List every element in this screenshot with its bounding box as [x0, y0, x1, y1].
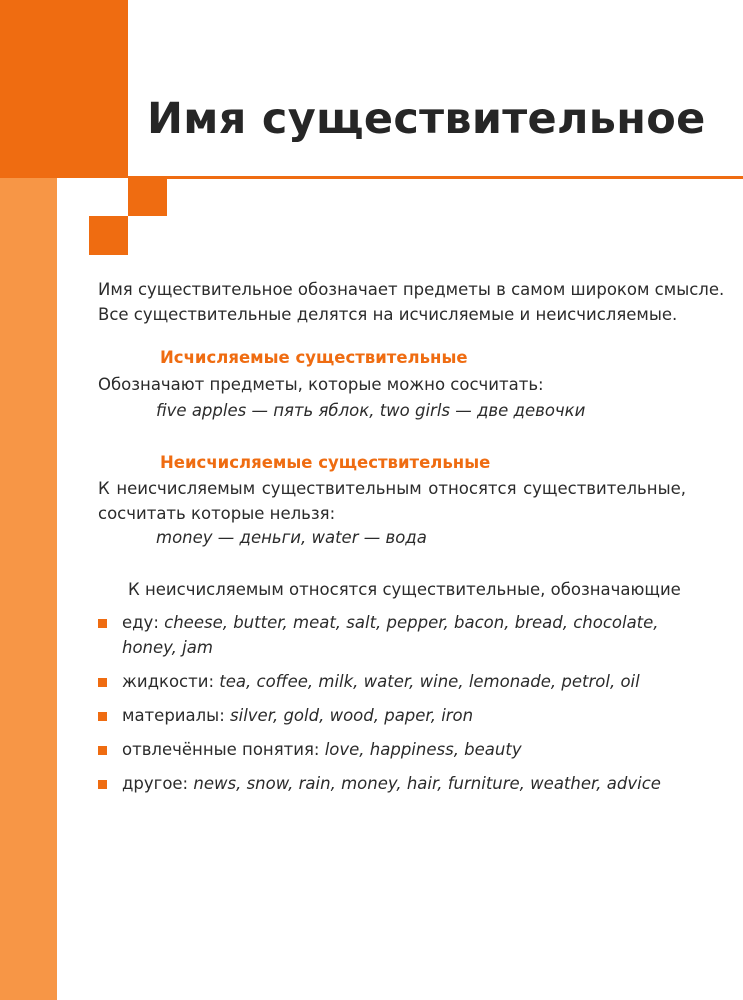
uncountable-example: money — деньги, water — вода [156, 528, 427, 547]
list-item [98, 610, 688, 660]
category-examples: silver, gold, wood, paper, iron [230, 706, 474, 725]
category-label: материалы: [122, 706, 225, 725]
countable-description: Обозначают предметы, которые можно сосчитать: [98, 375, 544, 394]
list-item [98, 703, 688, 728]
intro-line-1: Имя существительное обозначает предметы в самом широком смысле. [98, 280, 725, 299]
page-title: Имя существительное [147, 94, 706, 144]
list-item [98, 771, 688, 796]
list-item [98, 737, 688, 762]
bullet-square-icon [98, 619, 107, 628]
category-examples: tea, coffee, milk, water, wine, lemonade, petrol, oil [219, 672, 640, 691]
decorative-square [128, 179, 167, 216]
bullet-square-icon [98, 780, 107, 789]
uncountable-heading: Неисчисляемые существительные [160, 453, 491, 472]
decorative-header-line [128, 176, 743, 179]
decorative-square [89, 216, 128, 255]
category-examples: news, snow, rain, money, hair, furniture, weather, advice [193, 774, 661, 793]
category-label: отвлечённые понятия: [122, 740, 320, 759]
intro-line-2: Все существительные делятся на исчисляемые и неисчисляемые. [98, 305, 678, 324]
bullet-square-icon [98, 746, 107, 755]
category-label: другое: [122, 774, 189, 793]
countable-heading: Исчисляемые существительные [160, 348, 468, 367]
bullet-square-icon [98, 678, 107, 687]
category-examples: love, happiness, beauty [324, 740, 522, 759]
categories-intro: К неисчисляемым относятся существительные, обозначающие [128, 580, 681, 599]
uncountable-description: К неисчисляемым существительным относятся существительные, сосчитать которые нельзя: [98, 479, 686, 523]
countable-example: five apples — пять яблок, two girls — две девочки [156, 401, 586, 420]
category-examples: cheese, butter, meat, salt, pepper, bacon, bread, chocolate, honey, jam [122, 613, 659, 657]
list-item [98, 669, 688, 694]
category-label: еду: [122, 613, 159, 632]
bullet-square-icon [98, 712, 107, 721]
decorative-corner-block [0, 0, 128, 178]
category-label: жидкости: [122, 672, 215, 691]
